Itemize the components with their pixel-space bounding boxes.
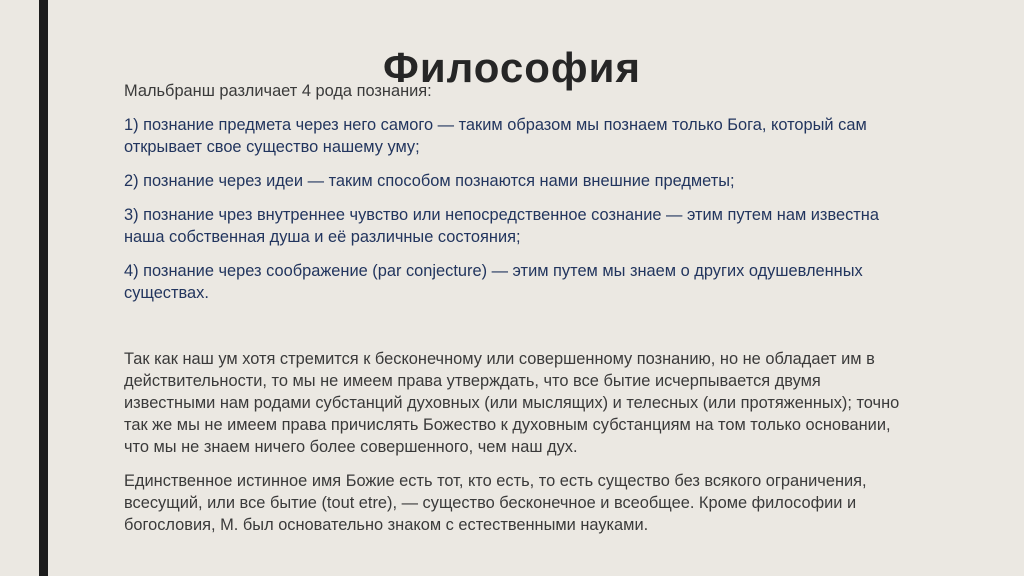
list-item: 3) познание чрез внутреннее чувство или непосредственное сознание — этим путем нам известна наша собственная душа и её различные состояния;	[124, 206, 879, 246]
slide-title: Философия	[383, 44, 641, 92]
intro-text: Мальбранш различает 4 рода познания:	[124, 82, 432, 100]
knowledge-list	[124, 114, 914, 304]
list-item: 1) познание предмета через него самого — таким образом мы познаем только Бога, который сам открывает свое существо нашему уму;	[124, 116, 867, 156]
paragraph: Единственное истинное имя Божие есть тот, кто есть, то есть существо без всякого ограничения, всесущий, или все бытие (tout etre), — существо бесконечное и всеобщее. Кроме философии и богословия, М. был основательно знаком с естественными науками.	[124, 472, 867, 534]
list-item: 4) познание через соображение (par conjecture) — этим путем мы знаем о других одушевленных существах.	[124, 262, 863, 302]
paragraph: Так как наш ум хотя стремится к бесконечному или совершенному познанию, но не обладает им в действительности, то мы не имеем права утверждать, что все бытие исчерпывается двумя известными нам родами субстанций духовных (или мыслящих) и телесных (или протяженных); точно так же мы не имеем права причислять Божество к духовным субстанциям на том только основании, что мы не знаем ничего более совершенного, чем наш дух.	[124, 350, 900, 456]
spacer	[124, 304, 914, 348]
slide-content	[124, 80, 914, 548]
list-item: 2) познание через идеи — таким способом познаются нами внешние предметы;	[124, 172, 735, 190]
